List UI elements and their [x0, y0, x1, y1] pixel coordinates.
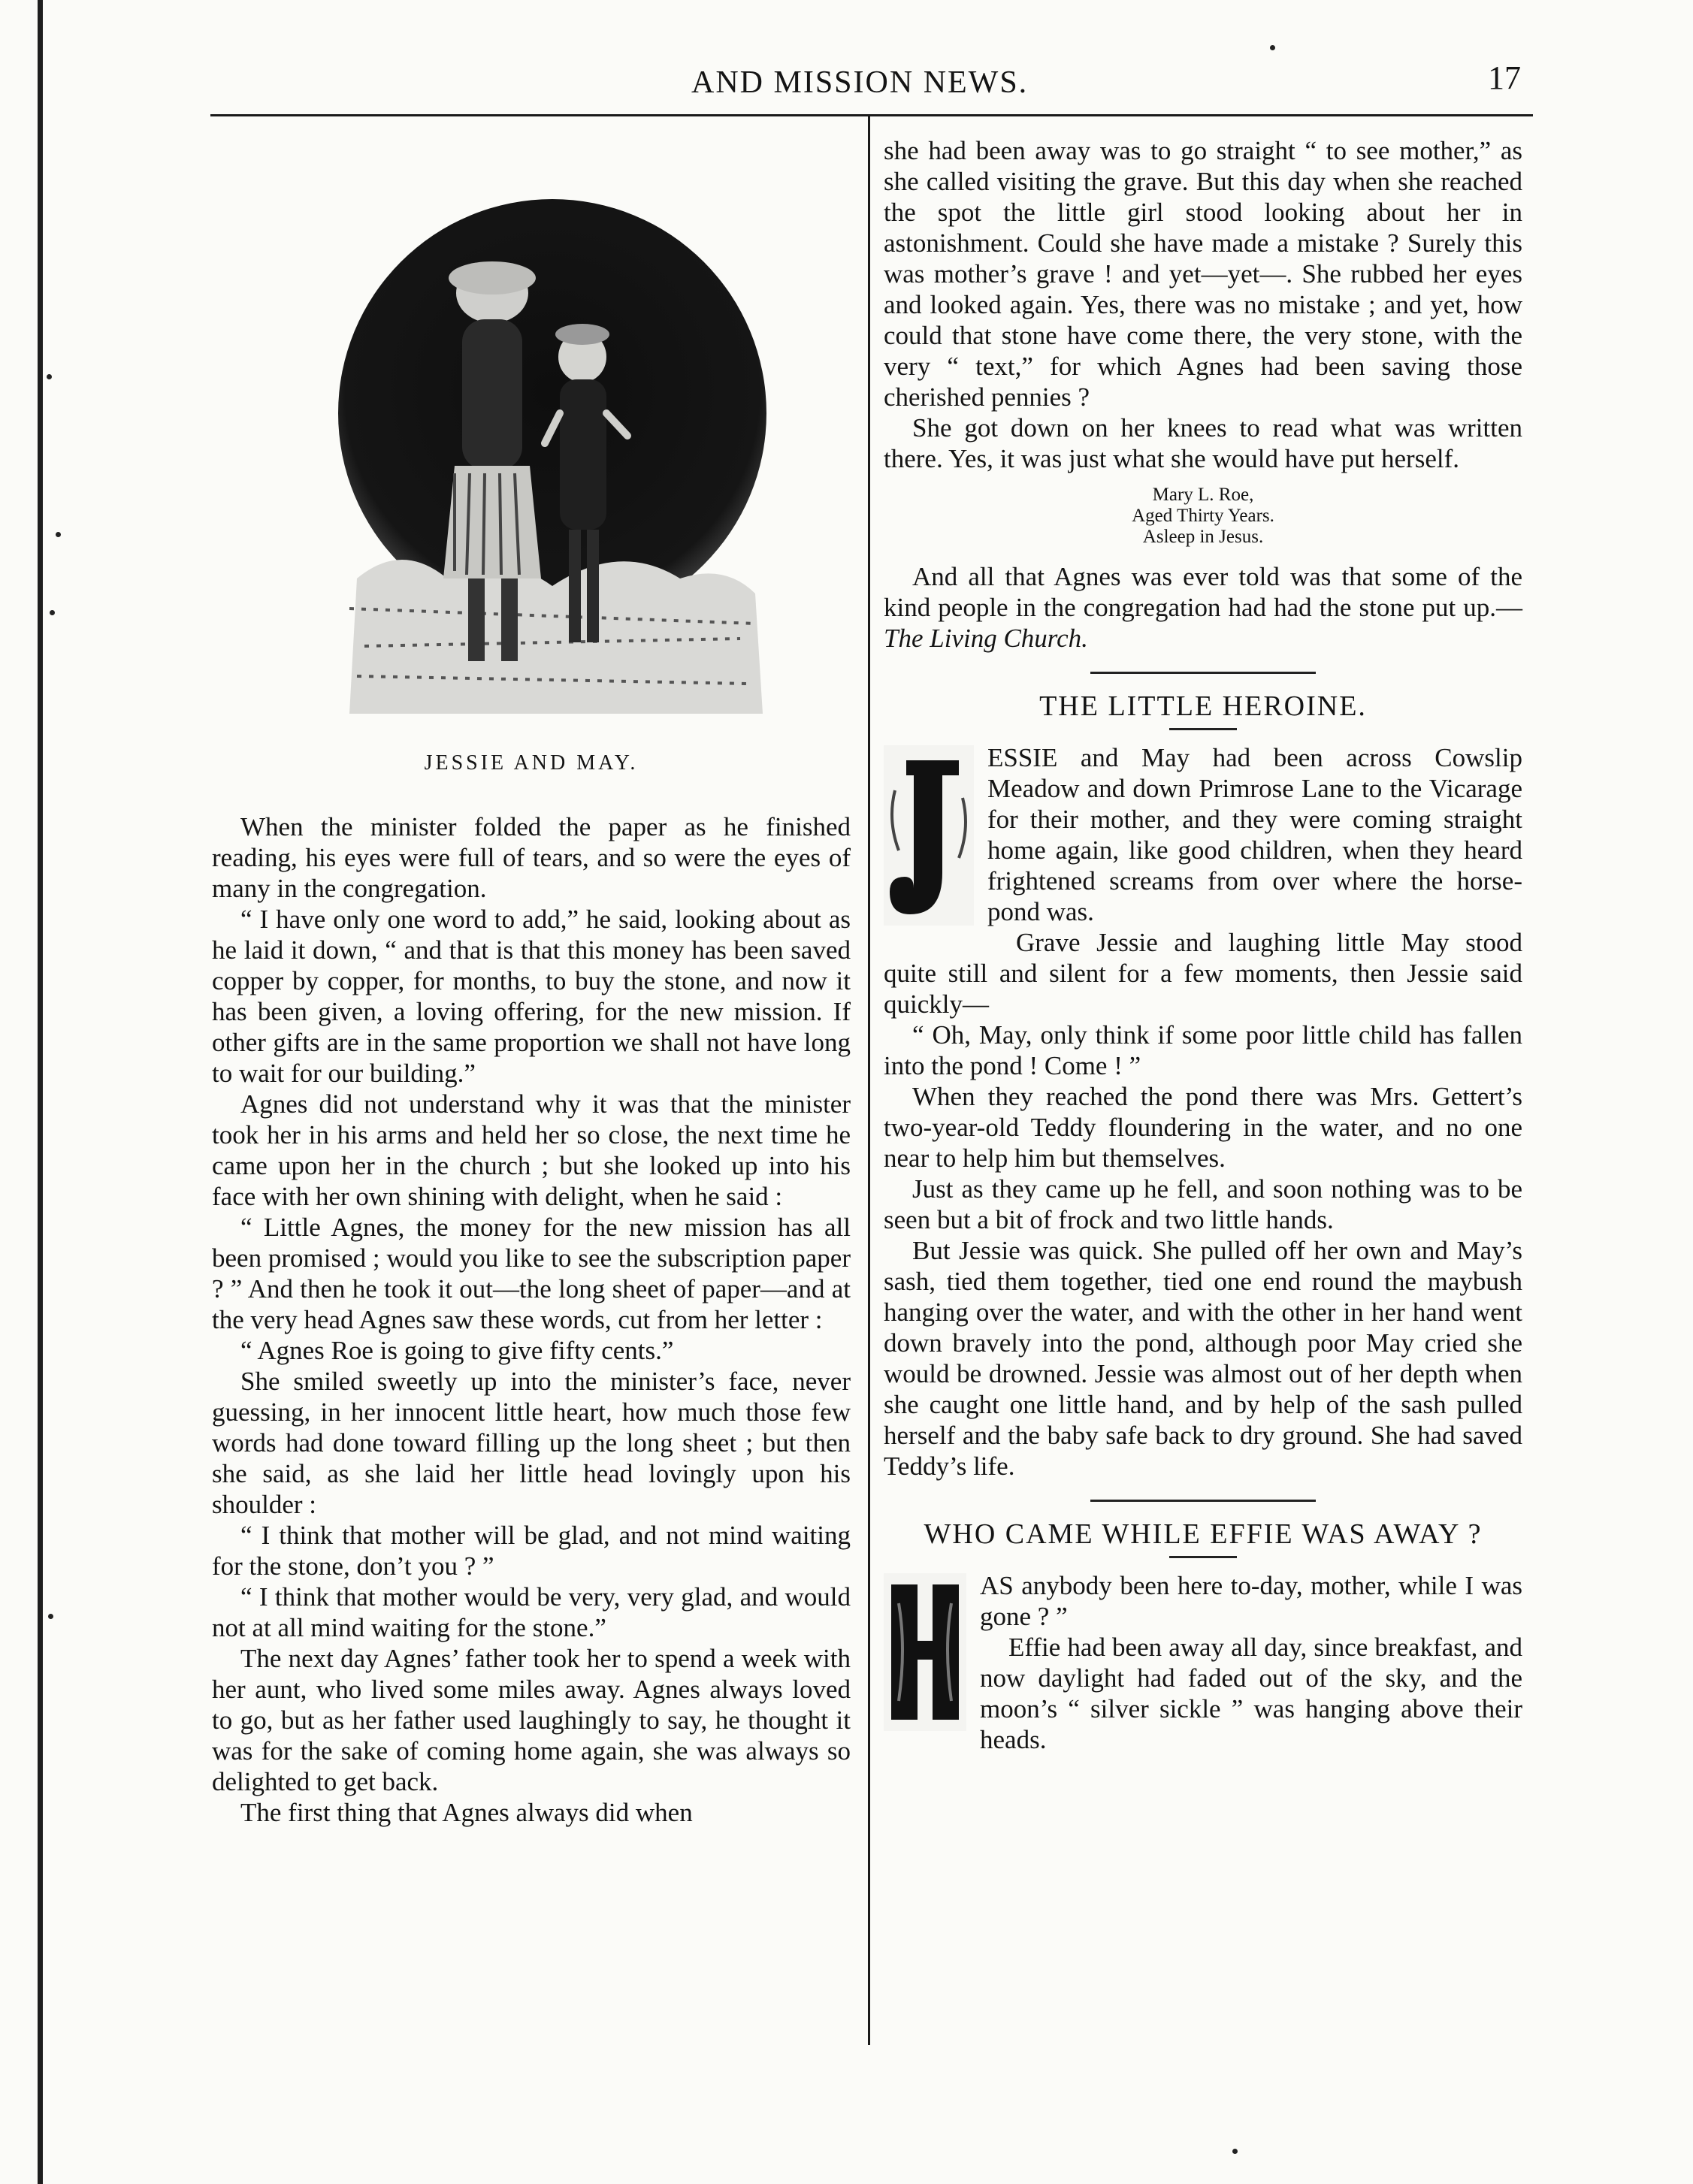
- paragraph: Grave Jessie and laughing little May stood quite still and silent for a few moments, then Jessie said quickly—: [884, 928, 1522, 1019]
- paragraph: Effie had been away all day, since breakfast, and now daylight had faded out of the sky, and the moon’s “ silver sickle ” was hanging above their heads.: [980, 1633, 1522, 1754]
- section-rule: [1090, 672, 1316, 674]
- drop-cap-h-icon: [884, 1573, 966, 1731]
- paragraph: Just as they came up he fell, and soon nothing was to be seen but a bit of frock and two little hands.: [884, 1174, 1522, 1234]
- paragraph: “ Agnes Roe is going to give fifty cents.”: [240, 1336, 674, 1365]
- gravestone-inscription: [884, 485, 1522, 548]
- paragraph: When they reached the pond there was Mrs. Gettert’s two-year-old Teddy floundering in the water, and no one near to help him but themselves.: [884, 1082, 1522, 1173]
- paragraph: she had been away was to go straight “ to see mother,” as she called visiting the grave. But this day when she reached the spot the little girl stood looking about her in astonishment. Could she have made a mistake ? Surely this was mother’s grave ! and yet—yet—. She rubbed her eyes and looked again. Yes, there was no mistake ; and yet, how could that stone have come there, the very stone, with the very “ text,” for which Agnes had been saving those cherished pennies ?: [884, 136, 1522, 412]
- paragraph: The next day Agnes’ father took her to spend a week with her aunt, who lived some miles away. Agnes always loved to go, but as her father used laughingly to say, he thought it was for the sake of coming home again, she was always so delighted to get back.: [212, 1644, 851, 1796]
- paragraph: She got down on her knees to read what was written there. Yes, it was just what she would have put herself.: [884, 413, 1522, 473]
- speck: [47, 374, 52, 379]
- speck: [50, 610, 55, 615]
- paragraph: “ Little Agnes, the money for the new mission has all been promised ; would you like to see the subscription paper ? ” And then he took it out—the long sheet of paper—and at the very head Agnes saw these words, cut from her letter :: [212, 1213, 851, 1334]
- drop-cap-j-icon: [884, 745, 974, 926]
- header-rule: [210, 114, 1533, 116]
- illustration-caption: JESSIE AND MAY.: [424, 751, 639, 775]
- column-separator: [868, 114, 870, 2045]
- paragraph: She smiled sweetly up into the minister’s face, never guessing, in her innocent little heart, how much those few words had done toward filling up the long sheet ; but then she said, as she laid her little head lovingly upon his shoulder :: [212, 1367, 851, 1519]
- title-rule: [1169, 728, 1237, 730]
- page-header: [210, 59, 1533, 104]
- closing-paragraph: [884, 561, 1522, 654]
- speck: [48, 1614, 53, 1619]
- speck: [1232, 2149, 1238, 2154]
- source-credit: The Living Church.: [884, 624, 1088, 653]
- page-number: 17: [1488, 59, 1521, 96]
- running-head: AND MISSION NEWS.: [691, 65, 1029, 100]
- inscription-line: Asleep in Jesus.: [1142, 527, 1264, 547]
- story-title: THE LITTLE HEROINE.: [1039, 690, 1367, 722]
- paragraph: “ I have only one word to add,” he said, looking about as he laid it down, “ and that is that this money has been saved copper by copper, for months, to buy the stone, and now it has been given, a loving offering, for the new mission. If other gifts are in the same proportion we shall not have long to wait for our building.”: [212, 905, 851, 1088]
- inscription-line: Aged Thirty Years.: [1132, 506, 1274, 526]
- closing-text: And all that Agnes was ever told was that some of the kind people in the congregation had had the stone put up.—: [884, 562, 1522, 622]
- paragraph: When the minister folded the paper as he finished reading, his eyes were full of tears, and so were the eyes of many in the congregation.: [212, 812, 851, 903]
- paragraph: AS anybody been here to-day, mother, while I was gone ? ”: [980, 1571, 1522, 1631]
- section-rule: [1090, 1500, 1316, 1502]
- paragraph: “ Oh, May, only think if some poor little child has fallen into the pond ! Come ! ”: [884, 1020, 1522, 1080]
- paragraph: “ I think that mother would be very, very glad, and would not at all mind waiting for the stone.”: [212, 1582, 851, 1642]
- right-column: [884, 135, 1522, 1755]
- story-title: WHO CAME WHILE EFFIE WAS AWAY ?: [924, 1518, 1483, 1550]
- speck: [1270, 45, 1275, 50]
- engraving-jessie-and-may: [334, 188, 770, 721]
- inscription-line: Mary L. Roe,: [1152, 485, 1254, 505]
- paragraph: The first thing that Agnes always did when: [240, 1798, 693, 1827]
- paragraph: But Jessie was quick. She pulled off her own and May’s sash, tied them together, tied one end round the maybush hanging over the water, and with the other in her hand went down bravely into the pond, although poor May cried she would be drowned. Jessie was almost out of her depth when she caught one little hand, and by help of the sash pulled herself and the baby safe back to dry ground. She had saved Teddy’s life.: [884, 1236, 1522, 1481]
- left-column: [212, 811, 851, 1828]
- speck: [56, 532, 61, 537]
- paragraph: Agnes did not understand why it was that the minister took her in his arms and held her so close, the next time he came upon her in the church ; but she looked up into his face with her own shining with delight, when he said :: [212, 1089, 851, 1211]
- page-binding-edge: [38, 0, 43, 2184]
- title-rule: [1169, 1556, 1237, 1558]
- paragraph: “ I think that mother will be glad, and not mind waiting for the stone, don’t you ? ”: [212, 1521, 851, 1581]
- paragraph: ESSIE and May had been across Cowslip Meadow and down Primrose Lane to the Vicarage for their mother, and they were coming straight home again, like good children, when they heard frightened screams from over where the horse-pond was.: [987, 743, 1522, 926]
